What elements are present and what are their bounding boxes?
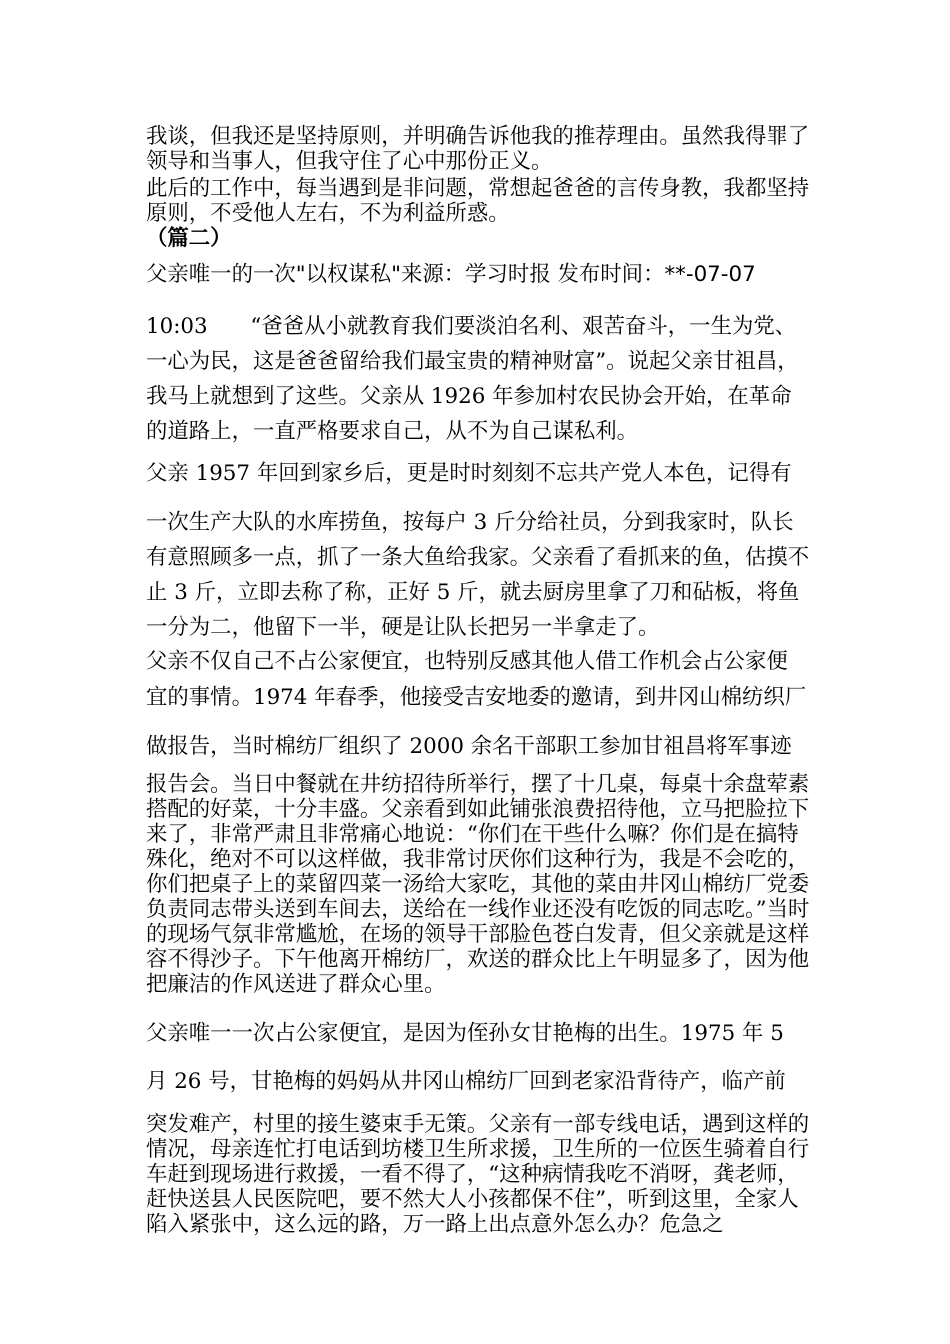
paragraph-report-line: 做报告，当时棉纺厂组织了 2000 余名干部职工参加甘祖昌将军事迹 [146,734,792,759]
article-title-line: 父亲唯一的一次"以权谋私"来源：学习时报 发布时间：**-07-07 [146,262,756,287]
paragraph-public-property-start: 父亲不仅自己不占公家便宜，也特别反感其他人借工作机会占公家便 [146,649,788,674]
paragraph-emergency-story: 突发难产，村里的接生婆束手无策。父亲有一部专线电话，遇到这样的情况，母亲连忙打电话到坊楼卫生所求援，卫生所的一位医生骑着自行车赶到现场进行救援，一看不得了，“这种病情我吃不消呀，龚老师，赶快送县人民医院吧，要不然大人小孩都保不住”，听到这里，全家人陷入紧张中，这么远的路，万一路上出点意外怎么办？危急之 [146,1112,810,1237]
paragraph-date-line: 月 26 号，甘艳梅的妈妈从井冈山棉纺厂回到老家沿背待产，临产前 [146,1069,786,1094]
section-heading: （篇二） [146,226,232,251]
paragraph-justification: 我谈，但我还是坚持原则，并明确告诉他我的推荐理由。虽然我得罪了领导和当事人，但我守住了心中那份正义。 [146,124,810,174]
paragraph-only-time-start: 父亲唯一一次占公家便宜，是因为侄孙女甘艳梅的出生。1975 年 5 [146,1021,784,1046]
paragraph-1974-line: 宜的事情。1974 年春季，他接受吉安地委的邀请，到井冈山棉纺织厂 [146,685,807,710]
paragraph-banquet-story: 报告会。当日中餐就在井纺招待所举行，摆了十几桌，每桌十余盘荤素搭配的好菜，十分丰盛。父亲看到如此铺张浪费招待他，立马把脸拉下来了，非常严肃且非常痛心地说：“你们在干些什么嘛？你们是在搞特殊化，绝对不可以这样做，我非常讨厌你们这种行为，我是不会吃的，你们把桌子上的菜留四菜一汤给大家吃，其他的菜由井冈山棉纺厂党委负责同志带头送到车间去，送给在一线作业还没有吃饭的同志吃。”当时的现场气氛非常尴尬，在场的领导干部脸色苍白发青，但父亲就是这样容不得沙子。下午他离开棉纺厂，欢送的群众比上午明显多了，因为他把廉洁的作风送进了群众心里。 [146,772,810,997]
paragraph-1957-start: 父亲 1957 年回到家乡后，更是时时刻刻不忘共产党人本色，记得有 [146,461,792,486]
paragraph-fish-story: 一次生产大队的水库捞鱼，按每户 3 斤分给社员，分到我家时，队长有意照顾多一点，抓了一条大鱼给我家。父亲看了看抓来的鱼，估摸不止 3 斤，立即去称了称，正好 5 斤，就去厨房里拿了刀和砧板，将鱼一分为二，他留下一半，硬是让队长把另一半拿走了。 [146,510,810,640]
paragraph-intro: 10:03 “爸爸从小就教育我们要淡泊名利、艰苦奋斗，一生为党、一心为民，这是爸爸留给我们最宝贵的精神财富”。说起父亲甘祖昌，我马上就想到了这些。父亲从 1926 年参加村农民协会开始，在革命的道路上，一直严格要求自己，从不为自己谋私利。 [146,314,799,444]
paragraph-principle: 此后的工作中，每当遇到是非问题，常想起爸爸的言传身教，我都坚持原则，不受他人左右，不为利益所惑。 [146,176,810,226]
